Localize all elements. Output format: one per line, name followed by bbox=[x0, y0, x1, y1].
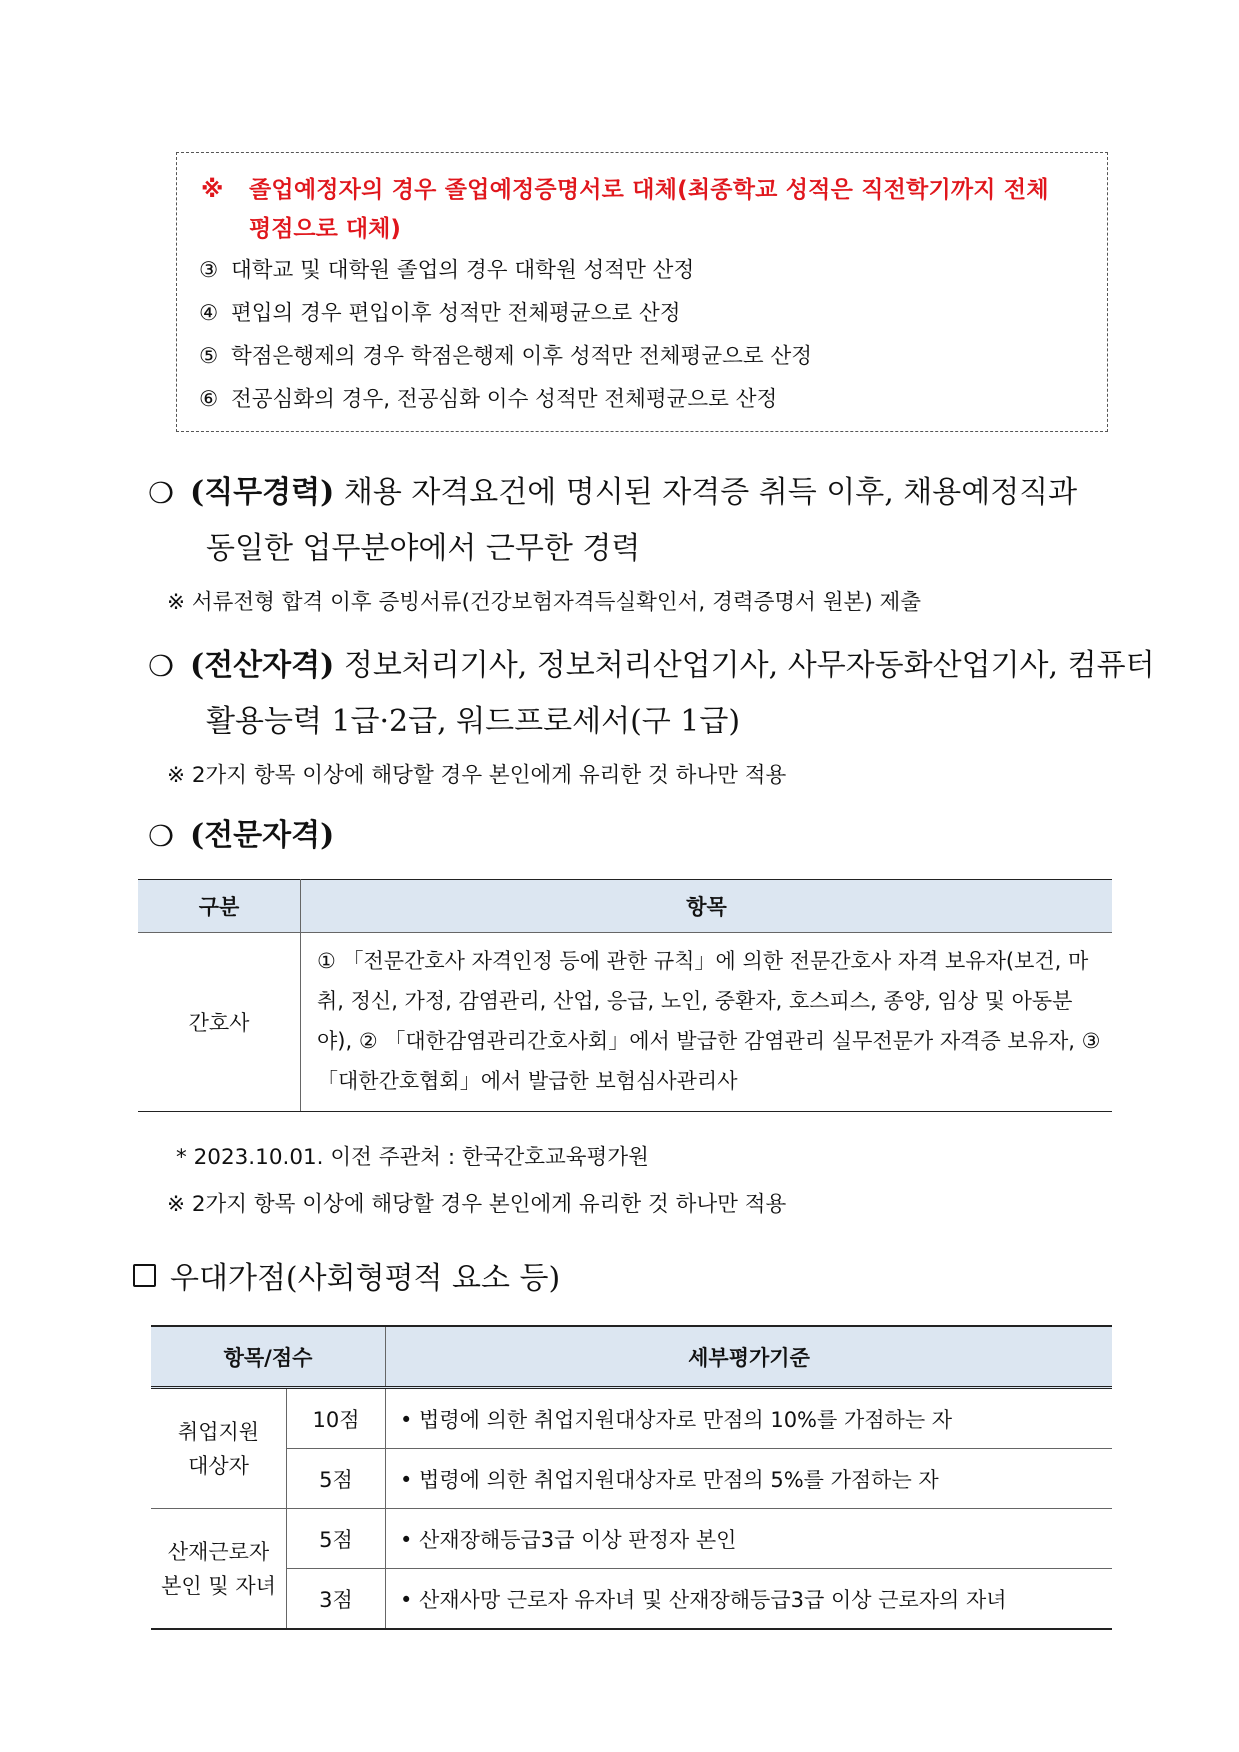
reference-mark: ※ bbox=[201, 177, 224, 203]
circle-bullet-icon: ❍ bbox=[148, 649, 174, 683]
criteria-cell: • 법령에 의한 취업지원대상자로 만점의 10%를 가점하는 자 bbox=[386, 1388, 1113, 1449]
professional-heading: (전문자격) bbox=[190, 818, 335, 853]
computer-heading: (전산자격) bbox=[190, 648, 335, 683]
column-header: 항목/점수 bbox=[151, 1326, 386, 1388]
career-remark: ※ 서류전형 합격 이후 증빙서류(건강보험자격득실확인서, 경력증명서 원본) 제출 bbox=[167, 590, 922, 615]
table-row bbox=[151, 1509, 1112, 1569]
category-cell: 취업지원 대상자 bbox=[151, 1388, 287, 1509]
description-cell: ① 「전문간호사 자격인정 등에 관한 규칙」에 의한 전문간호사 자격 보유자(보건, 마취, 정신, 가정, 감염관리, 산업, 응급, 노인, 중환자, 호스피스, 종양, 임상 및 아동분야), ② 「대한감염관리간호사회」에서 발급한 감염관리 실무전문가 자격증 보유자, ③ 「대한간호협회」에서 발급한 보험심사관리사 bbox=[301, 933, 1113, 1112]
table-row bbox=[151, 1388, 1112, 1449]
professional-remark: ※ 2가지 항목 이상에 해당할 경우 본인에게 유리한 것 하나만 적용 bbox=[167, 1192, 787, 1217]
column-header: 항목 bbox=[301, 880, 1113, 933]
note-box bbox=[176, 152, 1108, 432]
square-bullet-icon bbox=[133, 1264, 156, 1287]
points-cell: 10점 bbox=[287, 1388, 386, 1449]
graduation-note-line1: 졸업예정자의 경우 졸업예정증명서로 대체(최종학교 성적은 직전학기까지 전체 bbox=[249, 177, 1049, 203]
computer-text-line1: 정보처리기사, 정보처리산업기사, 사무자동화산업기사, 컴퓨터 bbox=[334, 648, 1155, 683]
note-item: ④ 편입의 경우 편입이후 성적만 전체평균으로 산정 bbox=[199, 301, 681, 326]
column-header: 세부평가기준 bbox=[386, 1326, 1113, 1388]
note-item: ③ 대학교 및 대학원 졸업의 경우 대학원 성적만 산정 bbox=[199, 258, 695, 283]
criteria-cell: • 산재장해등급3급 이상 판정자 본인 bbox=[386, 1509, 1113, 1569]
computer-remark: ※ 2가지 항목 이상에 해당할 경우 본인에게 유리한 것 하나만 적용 bbox=[167, 763, 787, 788]
graduation-note-line2: 평점으로 대체) bbox=[249, 216, 401, 242]
footnote: * 2023.10.01. 이전 주관처 : 한국간호교육평가원 bbox=[176, 1145, 649, 1170]
career-text-line1: 채용 자격요건에 명시된 자격증 취득 이후, 채용예정직과 bbox=[334, 475, 1078, 510]
career-text-line2: 동일한 업무분야에서 근무한 경력 bbox=[206, 531, 641, 566]
note-item: ⑤ 학점은행제의 경우 학점은행제 이후 성적만 전체평균으로 산정 bbox=[199, 344, 813, 369]
professional-section bbox=[148, 808, 1133, 864]
bonus-table bbox=[151, 1325, 1112, 1630]
category-cell: 간호사 bbox=[138, 933, 301, 1112]
points-cell: 3점 bbox=[287, 1569, 386, 1630]
computer-text-line2: 활용능력 1급·2급, 워드프로세서(구 1급) bbox=[206, 704, 741, 739]
criteria-cell: • 산재사망 근로자 유자녀 및 산재장해등급3급 이상 근로자의 자녀 bbox=[386, 1569, 1113, 1630]
category-cell: 산재근로자 본인 및 자녀 bbox=[151, 1509, 287, 1630]
table-row bbox=[151, 1569, 1112, 1630]
graduation-note bbox=[201, 171, 1097, 249]
points-cell: 5점 bbox=[287, 1509, 386, 1569]
circle-bullet-icon: ❍ bbox=[148, 476, 174, 510]
table-row bbox=[151, 1449, 1112, 1509]
professional-table bbox=[138, 879, 1112, 1112]
criteria-cell: • 법령에 의한 취업지원대상자로 만점의 5%를 가점하는 자 bbox=[386, 1449, 1113, 1509]
career-section bbox=[148, 465, 1133, 577]
bonus-heading: 우대가점(사회형평적 요소 등) bbox=[133, 1253, 560, 1297]
circle-bullet-icon: ❍ bbox=[148, 819, 174, 853]
table-row bbox=[138, 933, 1112, 1112]
note-item: ⑥ 전공심화의 경우, 전공심화 이수 성적만 전체평균으로 산정 bbox=[199, 387, 778, 412]
column-header: 구분 bbox=[138, 880, 301, 933]
points-cell: 5점 bbox=[287, 1449, 386, 1509]
career-heading: (직무경력) bbox=[190, 475, 335, 510]
computer-section bbox=[148, 638, 1155, 750]
